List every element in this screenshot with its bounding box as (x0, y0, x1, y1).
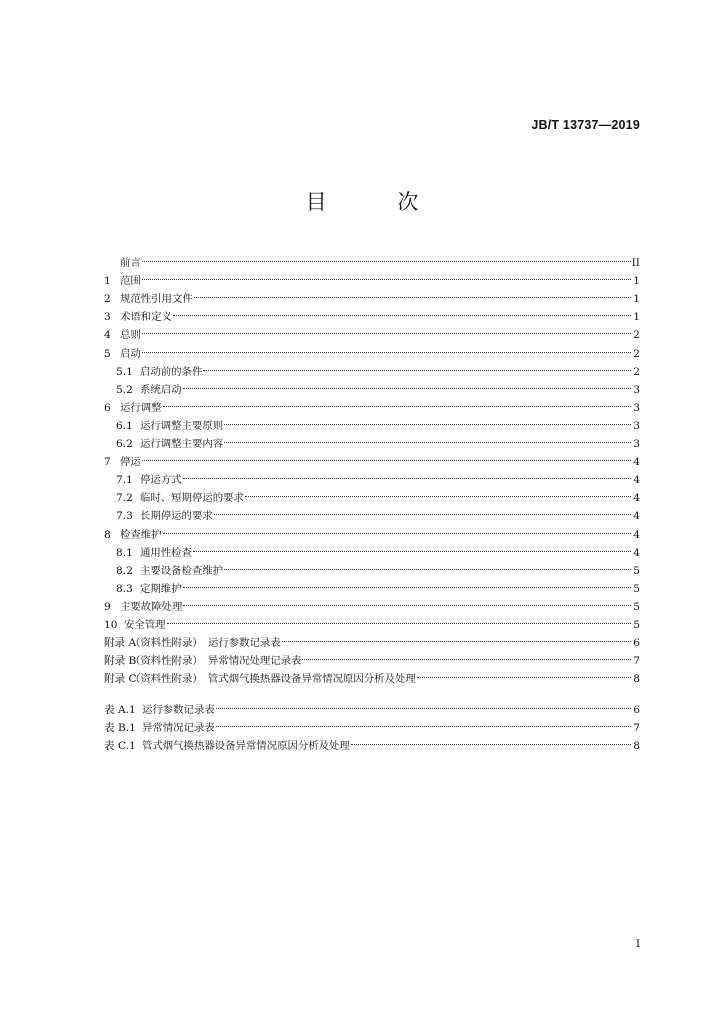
toc-main-list (104, 248, 640, 686)
toc-entry-title: 临时、短期停运的要求 (140, 492, 244, 505)
page-number: I (635, 938, 640, 950)
toc-entry-page: 5 (633, 600, 640, 613)
dot-leader (183, 574, 631, 592)
toc-entry-page: 8 (633, 740, 640, 753)
toc-entry-title: 范围 (120, 275, 141, 288)
toc-table-entry[interactable] (104, 695, 640, 717)
dot-leader (142, 266, 631, 284)
dot-leader (194, 284, 631, 302)
toc-entry-title: 总则 (120, 329, 141, 342)
dot-leader (142, 447, 631, 465)
toc-entry-page: 7 (633, 722, 640, 735)
toc-entry-number: 表 A.1 (104, 704, 136, 717)
toc-entry-page: 4 (633, 474, 640, 487)
dot-leader (183, 375, 631, 393)
toc-entry-title: 前言 (120, 257, 141, 270)
toc-entry-number: 附录 C (104, 673, 137, 686)
toc-entry-number: 5 (104, 347, 111, 360)
toc-entry-number: 7.1 (116, 474, 133, 487)
toc-entry-number: 6.1 (116, 419, 133, 432)
toc-entry-number: 附录 B (104, 655, 137, 668)
toc-entry-page: 5 (633, 564, 640, 577)
dot-leader (167, 610, 631, 628)
toc-entry[interactable] (104, 483, 640, 505)
toc-entry[interactable] (104, 411, 640, 432)
dot-leader (183, 465, 631, 483)
toc-tables-list (104, 695, 640, 753)
toc-entry-page: 6 (633, 637, 640, 650)
toc-entry[interactable] (104, 266, 640, 288)
toc-entry-title: （资料性附录） 异常情况处理记录表 (130, 655, 302, 668)
toc-entry-title: 停运方式 (140, 474, 182, 487)
toc-entry[interactable] (104, 302, 640, 324)
toc-entry-number: 8.3 (116, 582, 133, 595)
dot-leader (142, 338, 631, 356)
toc-entry-title: 术语和定义 (120, 311, 172, 324)
toc-entry-page: 8 (633, 673, 640, 686)
dot-leader (142, 248, 631, 266)
toc-entry-title: 主要故障处理 (120, 600, 183, 613)
dot-leader (163, 393, 631, 411)
dot-leader (417, 664, 631, 682)
toc-entry-page: 4 (633, 546, 640, 559)
standard-code: JB/T 13737—2019 (531, 118, 640, 132)
toc-entry-page: 1 (633, 311, 640, 324)
toc-entry-page: 7 (633, 655, 640, 668)
toc-entry-title: 启动前的条件 (140, 365, 203, 378)
toc-entry[interactable] (104, 465, 640, 487)
toc-entry-page: 2 (633, 329, 640, 342)
toc-entry-title: 系统启动 (140, 383, 182, 396)
toc-entry-number: 表 B.1 (104, 722, 136, 735)
toc-entry-page: 1 (633, 275, 640, 288)
dot-leader (203, 357, 631, 375)
toc-entry-page: 6 (633, 704, 640, 717)
toc-entry-number: 7 (104, 456, 111, 469)
toc-entry-title: 异常情况记录表 (142, 722, 215, 735)
toc-entry-title: 规范性引用文件 (120, 293, 193, 306)
toc-entry-page: 5 (633, 582, 640, 595)
toc-entry-number: 8.2 (116, 564, 133, 577)
toc-entry[interactable] (104, 284, 640, 306)
toc-entry-number: 附录 A (104, 637, 137, 650)
toc-entry-title: 运行调整主要内容 (140, 438, 224, 451)
toc-entry-number: 10 (104, 618, 118, 631)
toc-entry-title: 停运 (120, 456, 141, 469)
dot-leader (224, 411, 631, 429)
toc-entry-page: 4 (633, 456, 640, 469)
toc-entry[interactable] (104, 375, 640, 396)
toc-entry-page: 5 (633, 618, 640, 631)
toc-entry-number: 4 (104, 329, 111, 342)
toc-entry-number: 1 (104, 275, 111, 288)
toc-entry-number: 7.2 (116, 492, 133, 505)
toc-entry[interactable] (104, 592, 640, 613)
toc-entry-page: 3 (633, 438, 640, 451)
toc-entry-number: 7.3 (116, 510, 133, 523)
toc-entry-number: 5.1 (116, 365, 133, 378)
toc-entry-page: 3 (633, 419, 640, 432)
dot-leader (163, 519, 631, 537)
toc-entry-page: 2 (633, 347, 640, 360)
toc-entry[interactable] (104, 610, 640, 631)
toc-entry[interactable] (104, 248, 640, 270)
toc-entry[interactable] (104, 357, 640, 378)
dot-leader (173, 302, 631, 320)
toc-entry[interactable] (104, 447, 640, 469)
dot-leader (302, 646, 631, 664)
dot-leader (351, 731, 631, 749)
toc-entry-page: 2 (633, 365, 640, 378)
toc-entry-title: 主要设备检查维护 (140, 564, 224, 577)
toc-entry-page: 3 (633, 383, 640, 396)
toc-entry-number: 8 (104, 528, 111, 541)
toc-entry-number: 6 (104, 401, 111, 414)
toc-entry-page: 4 (633, 492, 640, 505)
toc-entry-number: 9 (104, 600, 111, 613)
dot-leader (142, 320, 631, 338)
dot-leader (224, 429, 631, 447)
toc-entry[interactable] (104, 338, 640, 360)
dot-leader (224, 556, 631, 574)
toc-entry[interactable] (104, 538, 640, 559)
toc-entry[interactable] (104, 393, 640, 414)
toc-entry-number: 3 (104, 311, 111, 324)
toc-entry-title: 安全管理 (124, 618, 166, 631)
toc-entry-title: （资料性附录） 运行参数记录表 (130, 637, 281, 650)
toc-entry[interactable] (104, 628, 640, 650)
dot-leader (216, 695, 631, 713)
toc-entry-title: 运行调整 (120, 401, 162, 414)
toc-entry-title: 检查维护 (120, 528, 162, 541)
toc-entry-number: 2 (104, 293, 111, 306)
toc-entry-title: （资料性附录） 管式烟气换热器设备异常情况原因分析及处理 (130, 673, 416, 686)
toc-entry-page: 4 (633, 528, 640, 541)
toc-entry-number: 5.2 (116, 383, 133, 396)
dot-leader (245, 483, 631, 501)
toc-title: 目 次 (305, 190, 451, 214)
toc-entry-number: 表 C.1 (104, 740, 136, 753)
toc-entry-title: 管式烟气换热器设备异常情况原因分析及处理 (142, 740, 350, 753)
toc-entry[interactable] (104, 574, 640, 595)
toc-entry-title: 长期停运的要求 (140, 510, 213, 523)
dot-leader (214, 501, 631, 519)
toc-entry-page: 4 (633, 510, 640, 523)
toc-entry-title: 定期维护 (140, 582, 182, 595)
toc-entry[interactable] (104, 519, 640, 541)
dot-leader (193, 538, 631, 556)
toc-entry-page: 3 (633, 401, 640, 414)
toc-entry-page: 1 (633, 293, 640, 306)
toc-entry-number: 6.2 (116, 438, 133, 451)
toc-entry-title: 通用性检查 (140, 546, 192, 559)
toc-entry-title: 启动 (120, 347, 141, 360)
toc-entry-title: 运行参数记录表 (142, 704, 215, 717)
dot-leader (282, 628, 631, 646)
toc-entry-number: 8.1 (116, 546, 133, 559)
dot-leader (183, 592, 631, 610)
toc-entry-title: 运行调整主要原则 (140, 419, 224, 432)
dot-leader (216, 713, 631, 731)
toc-entry-page: II (631, 257, 640, 270)
toc-entry[interactable] (104, 320, 640, 342)
